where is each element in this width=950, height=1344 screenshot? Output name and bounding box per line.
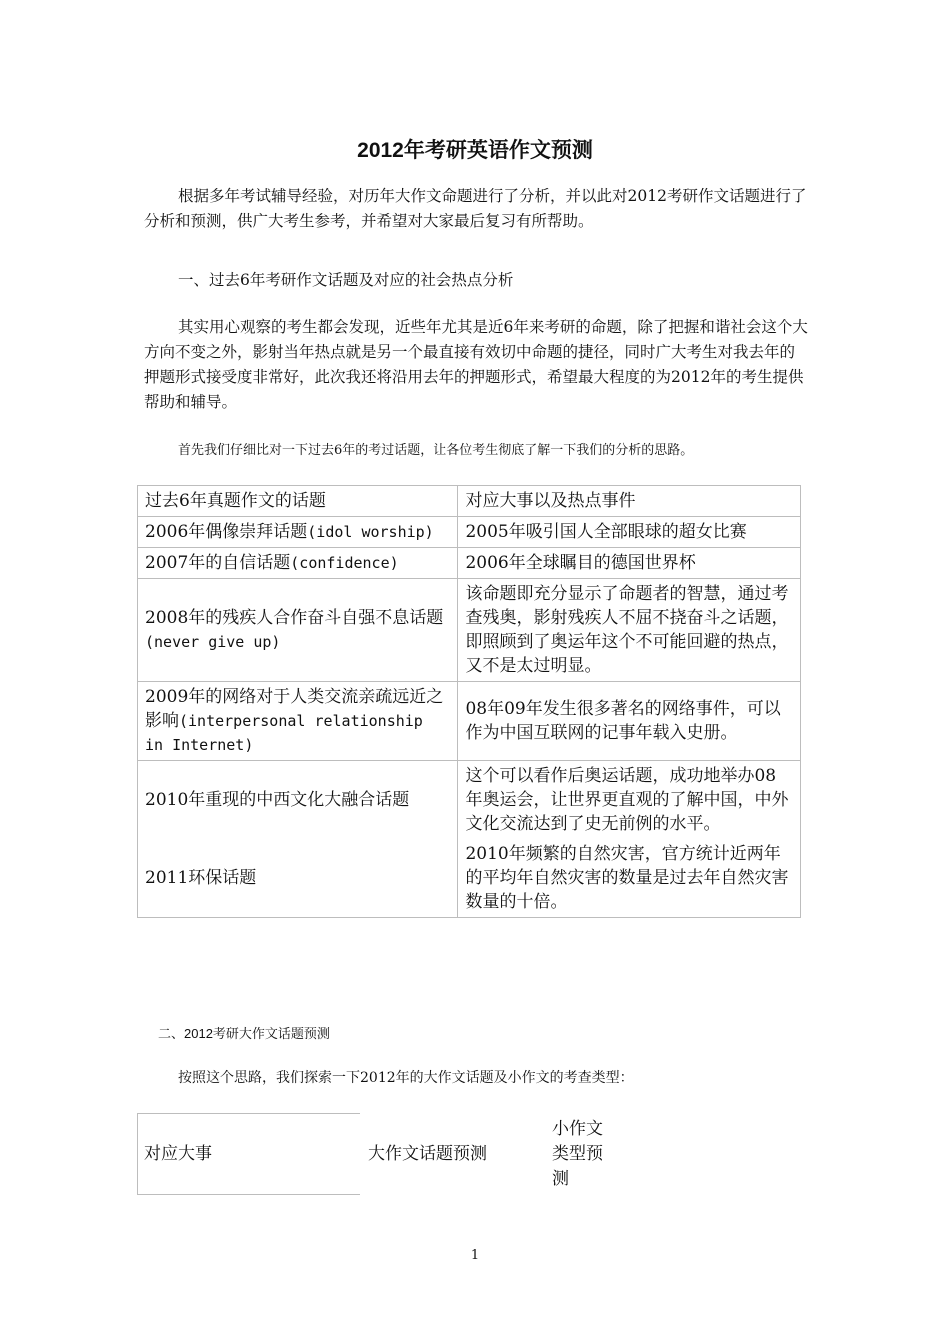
section2-lead: 按照这个思路，我们探索一下2012年的大作文话题及小作文的考查类型：	[178, 1070, 634, 1086]
event-cell: 2006年全球瞩目的德国世界杯	[458, 548, 801, 579]
event-cell: 2005年吸引国人全部眼球的超女比赛	[458, 517, 801, 548]
topic-text: 2009年的网络对于人类交流亲疏远近之影响	[145, 687, 444, 731]
table-header-cell: 过去6年真题作文的话题	[138, 486, 458, 517]
section1-paragraph: 其实用心观察的考生都会发现，近些年尤其是近6年来考研的命题，除了把握和谐社会这个大方向不变之外，影射当年热点就是另一个最直接有效切中命题的捷径，同时广大考生对我去年的押题形式接受度非常好，此次我还将沿用去年的押题形式，希望最大程度的为2012年的考生提供帮助和辅导。	[144, 318, 808, 411]
page-title: 2012年考研英语作文预测	[357, 139, 593, 162]
topic-cell: 2011环保话题	[138, 839, 458, 918]
table-row	[138, 548, 801, 579]
section1-heading: 一、过去6年考研作文话题及对应的社会热点分析	[178, 271, 514, 289]
topic-text: 2007年的自信话题	[145, 553, 291, 573]
topic-cell	[138, 682, 458, 761]
table-header-row	[138, 1114, 619, 1195]
topic-english: (idol worship)	[307, 523, 434, 541]
table-row	[138, 517, 801, 548]
section2-heading: 二、2012考研大作文话题预测	[158, 1026, 330, 1041]
topics-table	[137, 485, 801, 918]
table-header-row	[138, 486, 801, 517]
topic-text: 2006年偶像崇拜话题	[145, 522, 308, 542]
topic-cell	[138, 579, 458, 682]
table-row	[138, 579, 801, 682]
table-row	[138, 839, 801, 918]
prediction-table	[137, 1113, 618, 1195]
topic-english: (interpersonal relationship in Internet)	[145, 712, 450, 754]
event-cell: 08年09年发生很多著名的网络事件，可以作为中国互联网的记事年载入史册。	[458, 682, 801, 761]
event-cell: 该命题即充分显示了命题者的智慧，通过考查残奥，影射残疾人不屈不挠奋斗之话题，即照顾到了奥运年这个不可能回避的热点，又不是太过明显。	[458, 579, 801, 682]
section1-lead: 首先我们仔细比对一下过去6年的考过话题，让各位考生彻底了解一下我们的分析的思路。	[178, 443, 694, 458]
page-number: 1	[470, 1248, 480, 1263]
table-row	[138, 761, 801, 840]
table-header-cell: 大作文话题预测	[368, 1143, 487, 1164]
table-header-cell: 对应大事	[138, 1114, 361, 1195]
event-cell: 这个可以看作后奥运话题，成功地举办08年奥运会，让世界更直观的了解中国，中外文化交流达到了史无前例的水平。	[458, 761, 801, 840]
topic-english: (confidence)	[290, 554, 399, 572]
event-cell: 2010年频繁的自然灾害，官方统计近两年的平均年自然灾害的数量是过去年自然灾害数量的十倍。	[458, 839, 801, 918]
table-row	[138, 682, 801, 761]
topic-cell	[138, 517, 458, 548]
table-header-cell: 对应大事以及热点事件	[458, 486, 801, 517]
table-header-cell: 小作文类型预测	[552, 1118, 603, 1189]
intro-paragraph: 根据多年考试辅导经验，对历年大作文命题进行了分析，并以此对2012考研作文话题进行了分析和预测，供广大考生参考，并希望对大家最后复习有所帮助。	[144, 187, 807, 230]
topic-cell: 2010年重现的中西文化大融合话题	[138, 761, 458, 840]
topic-text: 2008年的残疾人合作奋斗自强不息话题	[145, 608, 444, 628]
topic-english: (never give up)	[145, 633, 281, 651]
topic-cell	[138, 548, 458, 579]
